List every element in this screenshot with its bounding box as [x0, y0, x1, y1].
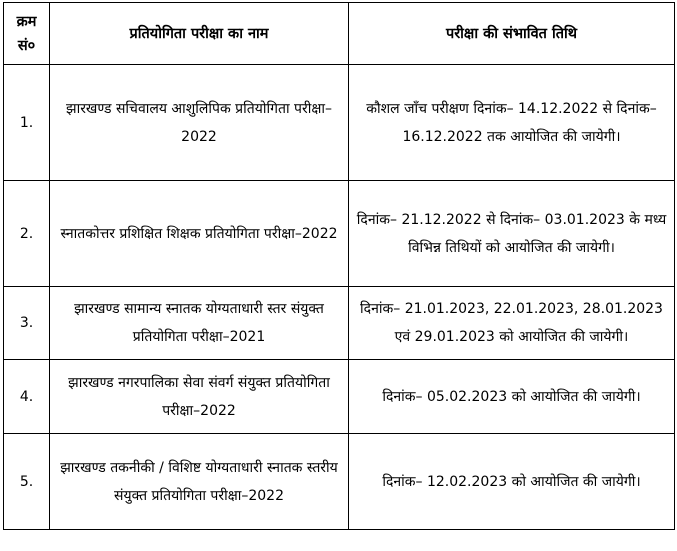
- table-row: [4, 65, 675, 181]
- table-row: [4, 360, 675, 434]
- header-row: [4, 3, 675, 65]
- row-exam-name: स्नातकोत्तर प्रशिक्षित शिक्षक प्रतियोगिता परीक्षा–2022: [50, 181, 349, 287]
- table-row: [4, 181, 675, 287]
- header-serial-line2: सं०: [17, 37, 36, 54]
- exam-schedule-table: [3, 2, 675, 530]
- header-exam-date: परीक्षा की संभावित तिथि: [349, 3, 675, 65]
- table-row: [4, 287, 675, 360]
- row-exam-date: कौशल जाँच परीक्षण दिनांक– 14.12.2022 से दिनांक– 16.12.2022 तक आयोजित की जायेगी।: [349, 65, 675, 181]
- header-serial-line1: क्रम: [16, 13, 37, 30]
- row-exam-name: झारखण्ड सामान्य स्नातक योग्यताधारी स्तर संयुक्त प्रतियोगिता परीक्षा–2021: [50, 287, 349, 360]
- row-exam-name: झारखण्ड नगरपालिका सेवा संवर्ग संयुक्त प्रतियोगिता परीक्षा–2022: [50, 360, 349, 434]
- header-exam-name: प्रतियोगिता परीक्षा का नाम: [50, 3, 349, 65]
- row-exam-name: झारखण्ड तकनीकी / विशिष्ट योग्यताधारी स्नातक स्तरीय संयुक्त प्रतियोगिता परीक्षा–2022: [50, 434, 349, 530]
- row-serial: 3.: [4, 287, 50, 360]
- row-exam-date: दिनांक– 05.02.2023 को आयोजित की जायेगी।: [349, 360, 675, 434]
- header-serial: [4, 3, 50, 65]
- row-exam-date: दिनांक– 21.12.2022 से दिनांक– 03.01.2023 के मध्य विभिन्न तिथियों को आयोजित की जायेगी।: [349, 181, 675, 287]
- table-row: [4, 434, 675, 530]
- row-serial: 2.: [4, 181, 50, 287]
- row-exam-date: दिनांक– 21.01.2023, 22.01.2023, 28.01.2023 एवं 29.01.2023 को आयोजित की जायेगी।: [349, 287, 675, 360]
- row-serial: 4.: [4, 360, 50, 434]
- row-exam-date: दिनांक– 12.02.2023 को आयोजित की जायेगी।: [349, 434, 675, 530]
- row-serial: 1.: [4, 65, 50, 181]
- row-exam-name: झारखण्ड सचिवालय आशुलिपिक प्रतियोगिता परीक्षा–2022: [50, 65, 349, 181]
- row-serial: 5.: [4, 434, 50, 530]
